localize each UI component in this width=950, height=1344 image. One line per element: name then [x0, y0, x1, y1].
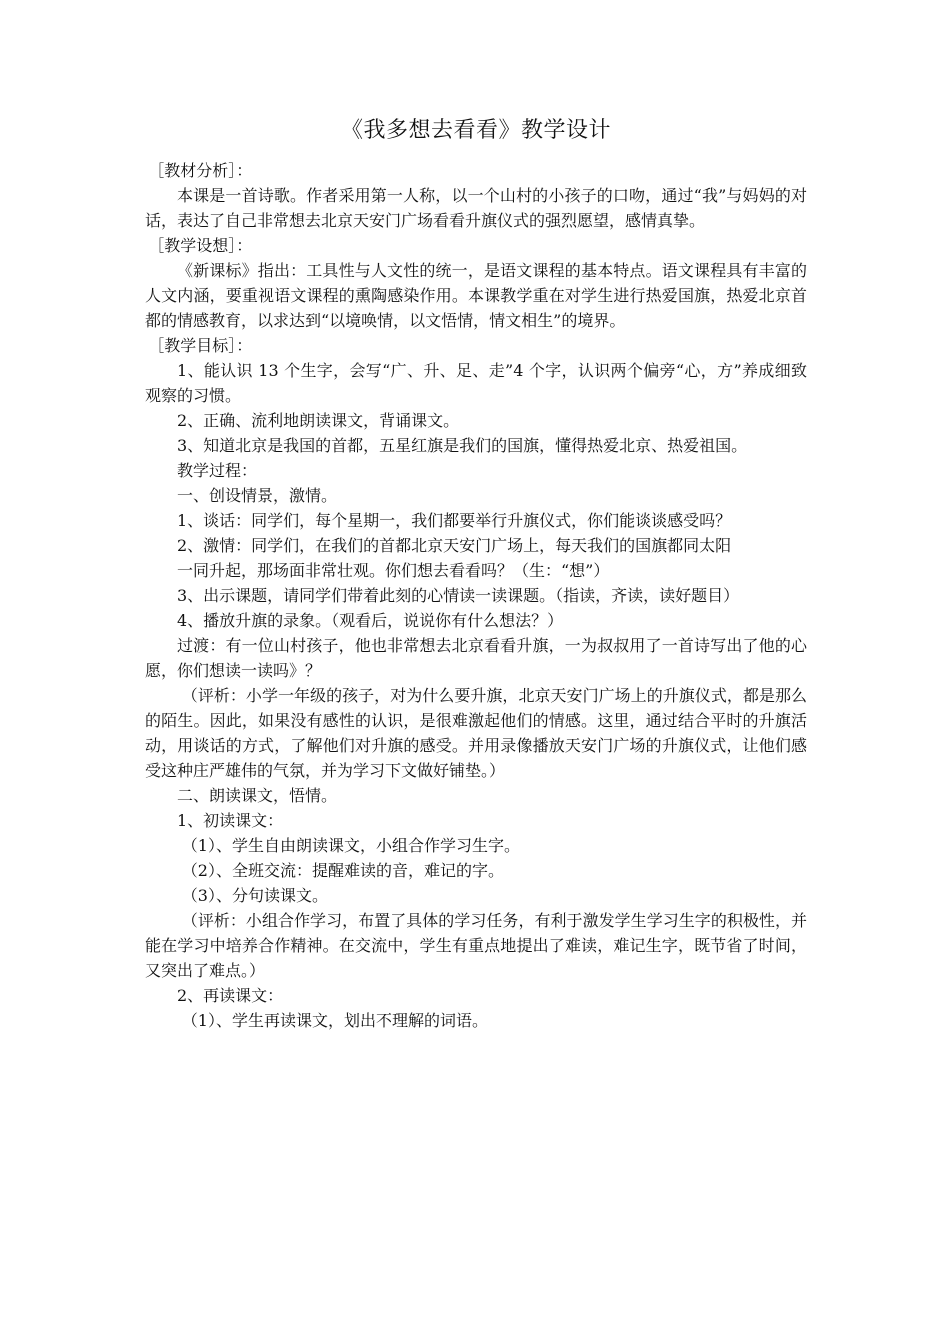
- paragraph: 过渡：有一位山村孩子，他也非常想去北京看看升旗，一为叔叔用了一首诗写出了他的心愿，你们想读一读吗》？: [145, 636, 807, 680]
- document-title: 《我多想去看看》教学设计: [340, 118, 611, 143]
- paragraph: （2）、全班交流：提醒难读的音，难记的字。: [181, 861, 504, 880]
- document-body: [145, 158, 807, 1033]
- paragraph: 教学过程：: [177, 461, 258, 480]
- document-page: [145, 116, 807, 1033]
- paragraph: 2、再读课文：: [177, 986, 284, 1005]
- paragraph: （1）、学生自由朗读课文，小组合作学习生字。: [181, 836, 520, 855]
- paragraph: 本课是一首诗歌。作者采用第一人称，以一个山村的小孩子的口吻，通过“我”与妈妈的对话，表达了自己非常想去北京天安门广场看看升旗仪式的强烈愿望，感情真挚。: [145, 186, 807, 230]
- section-heading: ［教学目标］：: [148, 336, 253, 355]
- paragraph: 1、能认识 13 个生字，会写“广、升、足、走”4 个字，认识两个偏旁“心，方”养成细致观察的习惯。: [145, 361, 807, 405]
- paragraph: 1、初读课文：: [177, 811, 284, 830]
- paragraph: （评析：小组合作学习，布置了具体的学习任务，有利于激发学生学习生字的积极性，并能在学习中培养合作精神。在交流中，学生有重点地提出了难读，难记生字，既节省了时间，又突出了难点。）: [145, 911, 807, 980]
- paragraph: 二、朗读课文，悟情。: [177, 786, 338, 805]
- paragraph: 《新课标》指出：工具性与人文性的统一，是语文课程的基本特点。语文课程具有丰富的人文内涵，要重视语文课程的熏陶感染作用。本课教学重在对学生进行热爱国旗，热爱北京首都的情感教育，以求达到“以境唤情，以文悟情，情文相生”的境界。: [145, 261, 807, 330]
- paragraph: （评析：小学一年级的孩子，对为什么要升旗，北京天安门广场上的升旗仪式，都是那么的陌生。因此，如果没有感性的认识，是很难激起他们的情感。这里，通过结合平时的升旗活动，用谈话的方式，了解他们对升旗的感受。并用录像播放天安门广场的升旗仪式，让他们感受这种庄严雄伟的气氛，并为学习下文做好铺垫。）: [145, 686, 807, 780]
- paragraph: （1）、学生再读课文，划出不理解的词语。: [181, 1011, 488, 1030]
- paragraph: 1、谈话：同学们，每个星期一，我们都要举行升旗仪式，你们能谈谈感受吗？: [177, 511, 732, 530]
- paragraph: 一同升起，那场面非常壮观。你们想去看看吗？（生：“想”）: [177, 561, 610, 580]
- paragraph: 2、激情：同学们，在我们的首都北京天安门广场上，每天我们的国旗都同太阳: [177, 536, 732, 555]
- paragraph: 4、播放升旗的录象。（观看后，说说你有什么想法？）: [177, 611, 564, 630]
- section-heading: ［教学设想］：: [148, 236, 253, 255]
- paragraph: 3、知道北京是我国的首都，五星红旗是我们的国旗，懂得热爱北京、热爱祖国。: [177, 436, 748, 455]
- paragraph: （3）、分句读课文。: [181, 886, 328, 905]
- section-heading: ［教材分析］：: [148, 161, 253, 180]
- paragraph: 一、创设情景，激情。: [177, 486, 338, 505]
- paragraph: 3、出示课题，请同学们带着此刻的心情读一读课题。（指读，齐读，读好题目）: [177, 586, 740, 605]
- paragraph: 2、正确、流利地朗读课文，背诵课文。: [177, 411, 460, 430]
